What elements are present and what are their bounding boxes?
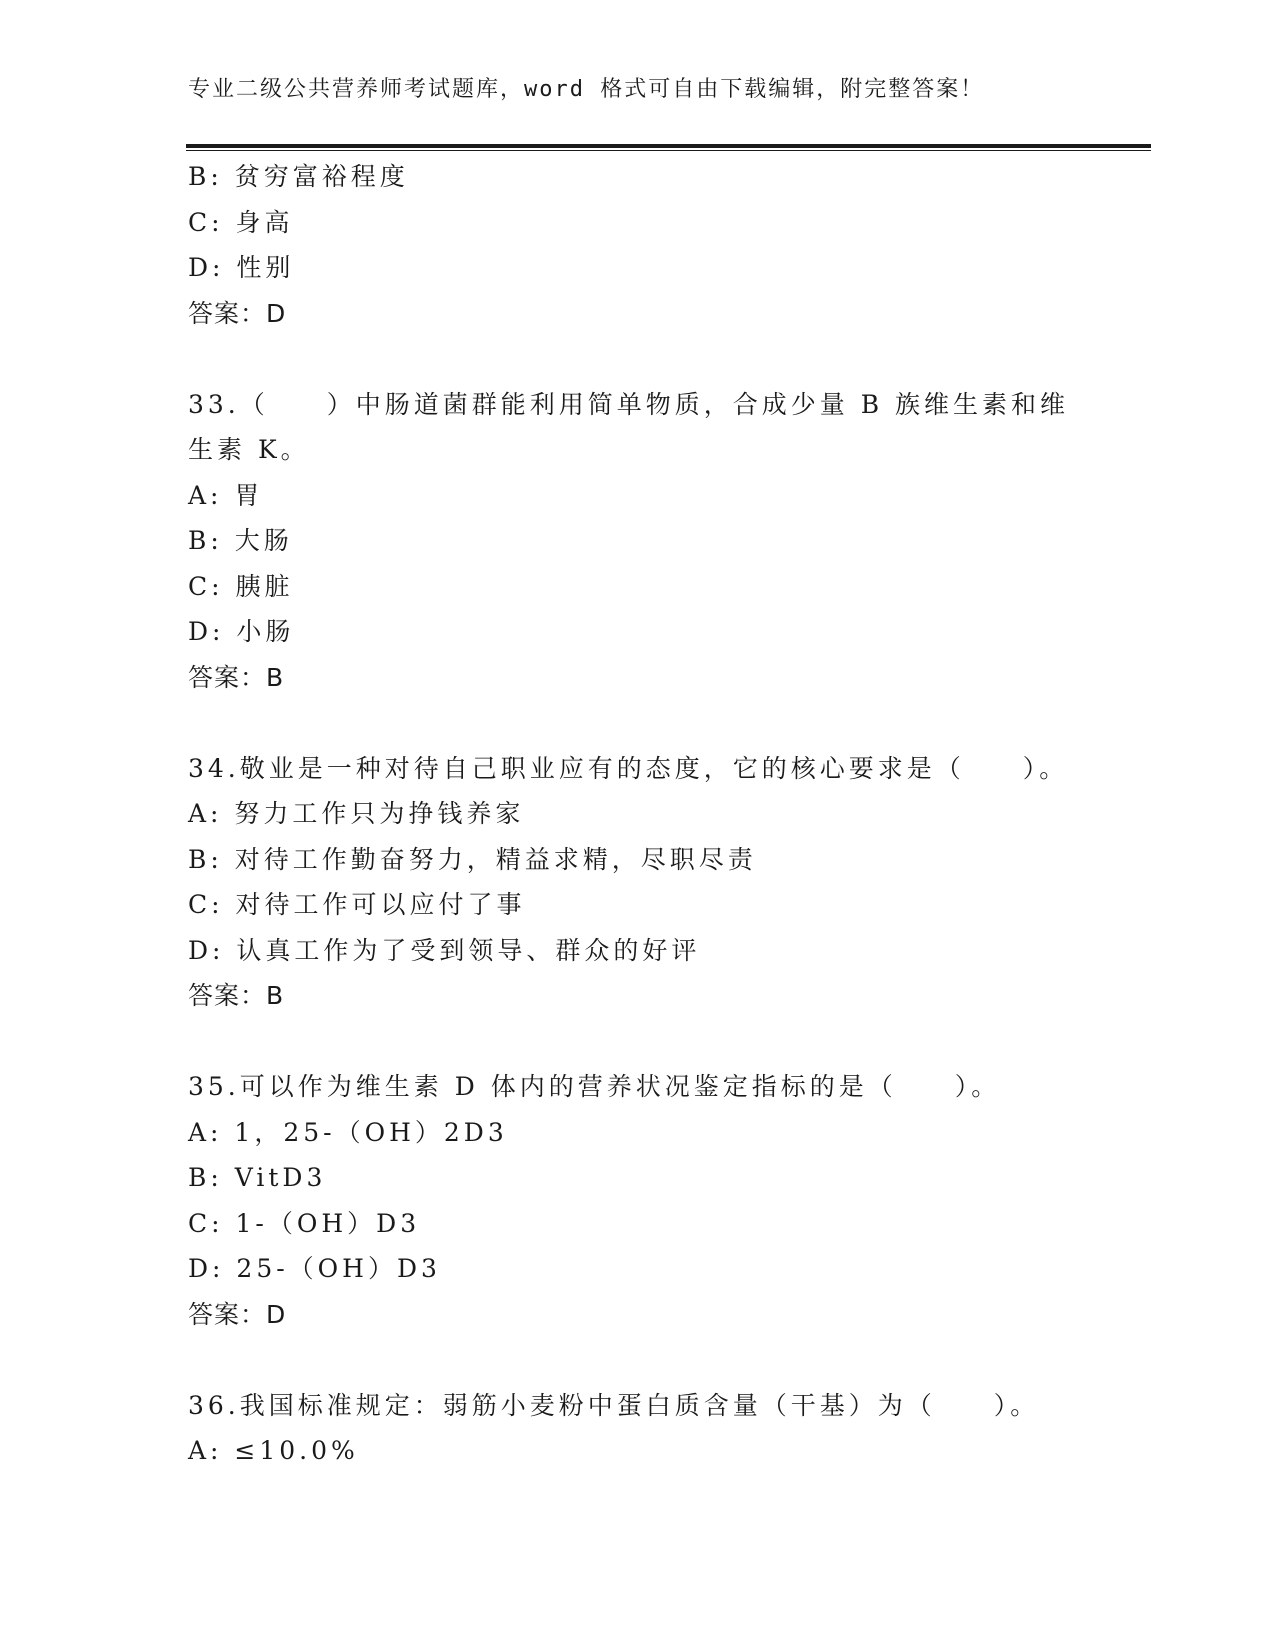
answer-line: 答案：B — [188, 981, 285, 1010]
option-b: B: 对待工作勤奋努力，精益求精，尽职尽责 — [188, 844, 757, 874]
option-d: D: 性别 — [188, 253, 295, 282]
question-text: 35.可以作为维生素 D 体内的营养状况鉴定指标的是（ ）。 — [188, 1072, 1001, 1101]
spacer — [188, 336, 1088, 382]
spacer — [188, 1337, 1088, 1383]
question-text: 33.（ ）中肠道菌群能利用简单物质，合成少量 B 族维生素和维生素 K。 — [188, 389, 1070, 464]
option-b: B: 大肠 — [188, 526, 293, 555]
option-a: A: 胃 — [188, 480, 264, 510]
option-b: B: 贫穷富裕程度 — [188, 162, 409, 191]
option-d: D: 小肠 — [188, 617, 295, 646]
option-c: C: 对待工作可以应付了事 — [188, 890, 526, 919]
option-c: C: 1-（OH）D3 — [188, 1208, 421, 1238]
option-d: D: 25-（OH）D3 — [188, 1254, 441, 1283]
answer-line: 答案：D — [188, 298, 287, 328]
option-a: A: ≤10.0% — [188, 1436, 359, 1465]
header-divider-thick — [186, 144, 1151, 148]
answer-line: 答案：D — [188, 1299, 287, 1329]
answer-line: 答案：B — [188, 662, 285, 692]
page-header: 专业二级公共营养师考试题库，word 格式可自由下载编辑，附完整答案！ — [188, 77, 985, 102]
question-block — [188, 1383, 1088, 1474]
option-a: A: 1，25-（OH）2D3 — [188, 1117, 508, 1147]
option-c: C: 身高 — [188, 207, 294, 237]
option-c: C: 胰脏 — [188, 571, 294, 601]
question-text: 36.我国标准规定：弱筋小麦粉中蛋白质含量（干基）为（ ）。 — [188, 1390, 1040, 1420]
option-a: A: 努力工作只为挣钱养家 — [188, 799, 525, 828]
question-block — [188, 1064, 1088, 1337]
question-block — [188, 746, 1088, 1019]
option-d: D: 认真工作为了受到领导、群众的好评 — [188, 935, 701, 965]
spacer — [188, 700, 1088, 746]
question-block — [188, 154, 1088, 336]
question-block — [188, 382, 1088, 701]
question-content — [188, 154, 1088, 1474]
header-divider-thin — [186, 150, 1151, 151]
question-text: 34.敬业是一种对待自己职业应有的态度，它的核心要求是（ ）。 — [188, 753, 1069, 783]
spacer — [188, 1019, 1088, 1065]
option-b: B: VitD3 — [188, 1163, 327, 1192]
